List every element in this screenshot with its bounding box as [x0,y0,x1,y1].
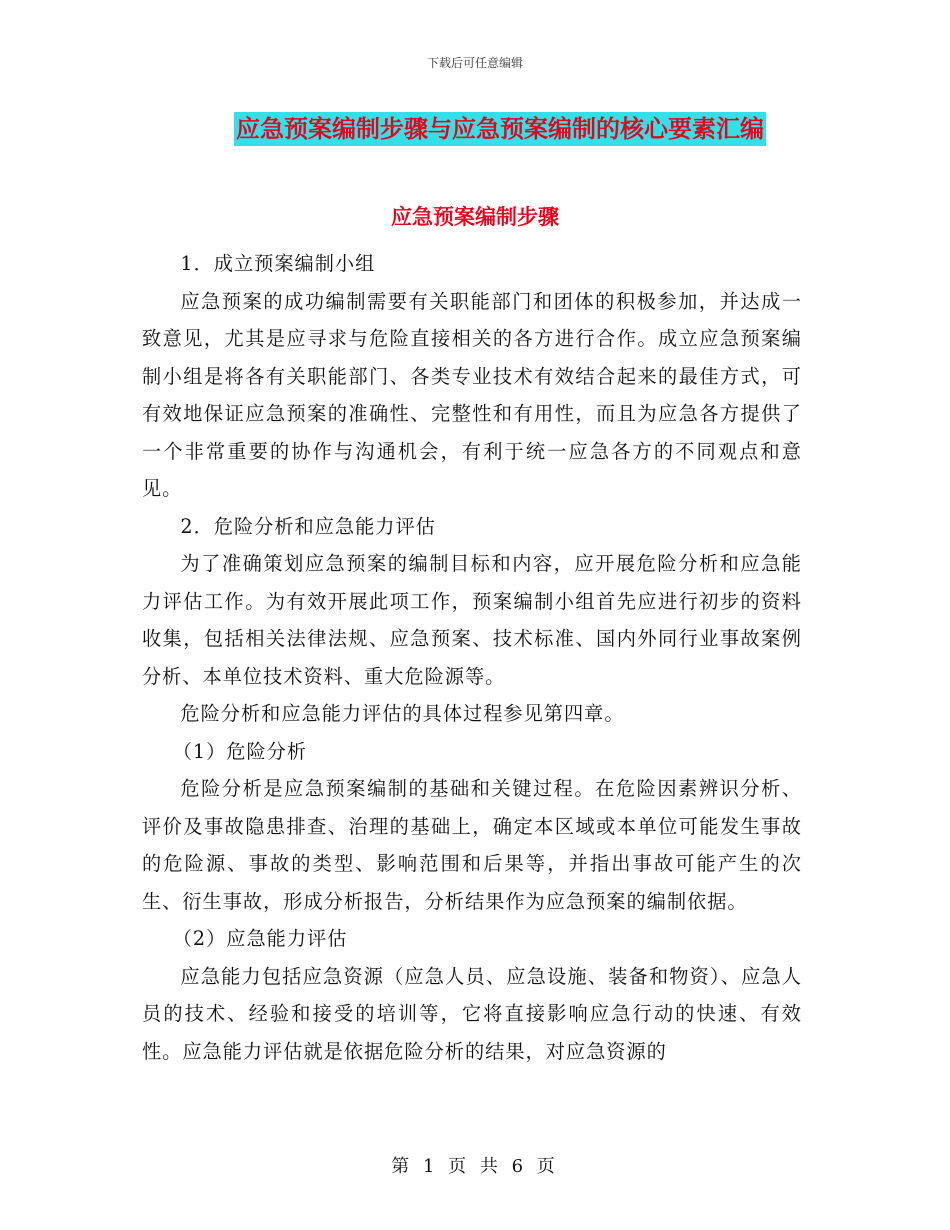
paragraph: 为了准确策划应急预案的编制目标和内容，应开展危险分析和应急能力评估工作。为有效开展此项工作，预案编制小组首先应进行初步的资料收集，包括相关法律法规、应急预案、技术标准、国内外同行业事故案例分析、本单位技术资料、重大危险源等。 [142,552,802,688]
main-title: 应急预案编制步骤与应急预案编制的核心要素汇编 [234,112,766,146]
heading-step-2: 2．危险分析和应急能力评估 [180,514,436,538]
section-title: 应急预案编制步骤 [391,205,559,229]
document-body [142,245,802,1070]
header-note: 下载后可任意编辑 [426,56,523,70]
paragraph: 应急能力包括应急资源（应急人员、应急设施、装备和物资）、应急人员的技术、经验和接受的培训等，它将直接影响应急行动的快速、有效性。应急能力评估就是依据危险分析的结果，对应急资源的 [142,964,802,1063]
paragraph: 危险分析是应急预案编制的基础和关键过程。在危险因素辨识分析、评价及事故隐患排查、治理的基础上，确定本区域或本单位可能发生事故的危险源、事故的类型、影响范围和后果等，并指出事故可能产生的次生、衍生事故，形成分析报告，分析结果作为应急预案的编制依据。 [142,777,802,913]
heading-step-1: 1．成立预案编制小组 [180,252,376,275]
main-title-container [0,112,950,146]
subheading-hazard-analysis: （1）危险分析 [172,739,308,763]
paragraph: 应急预案的成功编制需要有关职能部门和团体的积极参加，并达成一致意见，尤其是应寻求与危险直接相关的各方进行合作。成立应急预案编制小组是将各有关职能部门、各类专业技术有效结合起来的最佳方式，可有效地保证应急预案的准确性、完整性和有用性，而且为应急各方提供了一个非常重要的协作与沟通机会，有利于统一应急各方的不同观点和意见。 [142,289,802,500]
subheading-capability-assessment: （2）应急能力评估 [172,927,348,950]
page-footer: 第 1 页 共 6 页 [391,1156,559,1177]
paragraph: 危险分析和应急能力评估的具体过程参见第四章。 [180,702,625,725]
